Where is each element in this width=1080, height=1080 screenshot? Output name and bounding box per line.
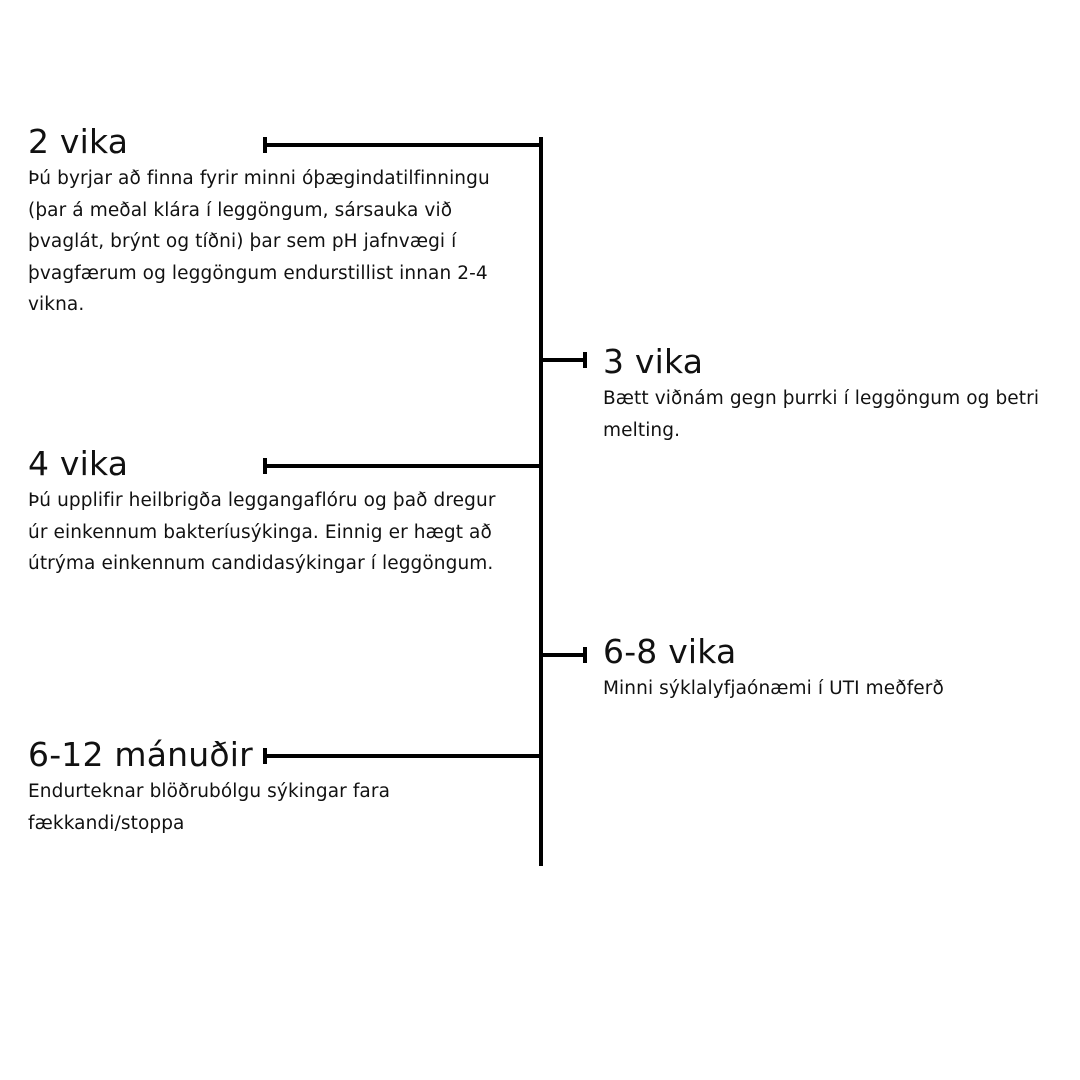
entry-description: Endurteknar blöðrubólgu sýkingar fara fækkandi/stoppa: [28, 781, 391, 834]
entry-description: Bætt viðnám gegn þurrki í leggöngum og betri melting.: [603, 388, 1040, 441]
entry-title: 2 vika: [28, 122, 129, 161]
entry-description: Þú byrjar að finna fyrir minni óþægindatilfinningu (þar á meðal klára í leggöngum, sársauka við þvaglát, brýnt og tíðni) þar sem pH jafnvægi í þvagfærum og leggöngum endurstillist innan 2-4 vikna.: [28, 168, 490, 315]
entry-title: 6-8 vika: [603, 632, 737, 671]
entry-description: Minni sýklalyfjaónæmi í UTI meðferð: [603, 678, 944, 699]
timeline-entry: [28, 123, 518, 321]
entry-title: 6-12 mánuðir: [28, 735, 253, 774]
timeline-entry: [28, 736, 518, 839]
entry-title: 4 vika: [28, 444, 129, 483]
entry-title: 3 vika: [603, 342, 704, 381]
entry-description: Þú upplifir heilbrigða leggangaflóru og það dregur úr einkennum bakteríusýkinga. Einnig er hægt að útrýma einkennum candidasýkingar í leggöngum.: [28, 490, 496, 574]
timeline-entry: [603, 633, 1068, 705]
timeline-entry: [603, 343, 1068, 446]
timeline-entry: [28, 445, 518, 580]
